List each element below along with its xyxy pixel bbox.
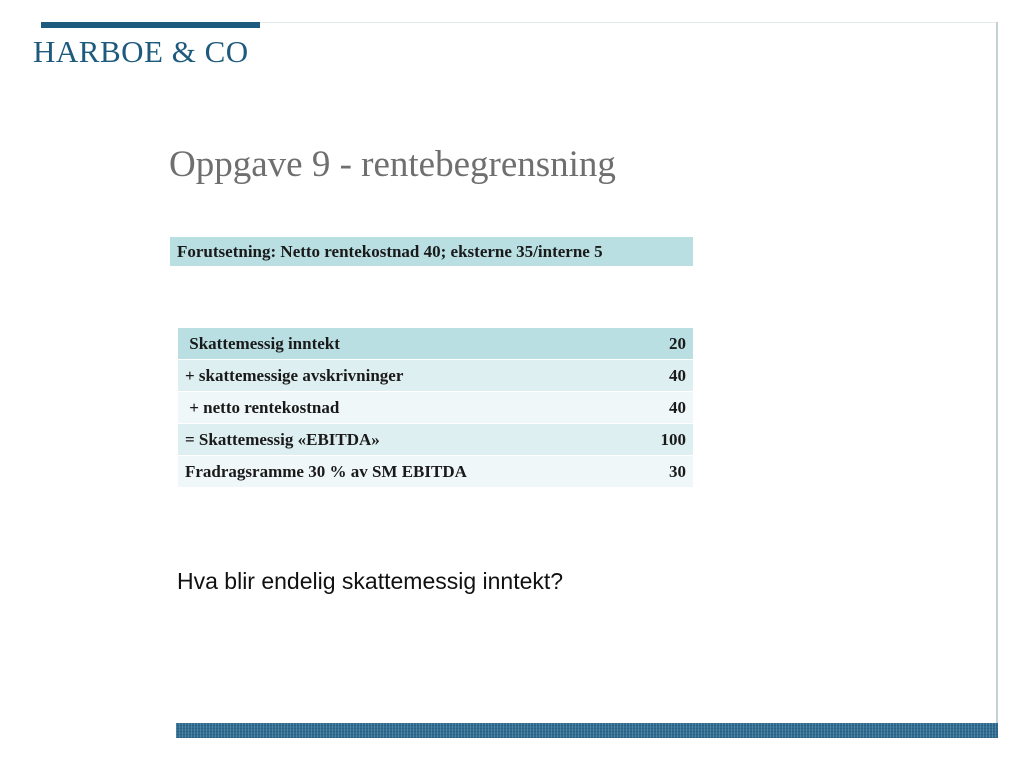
- table-row: [178, 456, 693, 488]
- table-row: [178, 392, 693, 424]
- row-value: 100: [619, 424, 693, 456]
- assumption-box: Forutsetning: Netto rentekostnad 40; eksterne 35/interne 5: [170, 237, 693, 266]
- row-label: = Skattemessig «EBITDA»: [178, 424, 619, 456]
- row-label: Skattemessig inntekt: [178, 328, 619, 360]
- row-value: 20: [619, 328, 693, 360]
- row-value: 40: [619, 392, 693, 424]
- row-label: + skattemessige avskrivninger: [178, 360, 619, 392]
- slide-title: Oppgave 9 - rentebegrensning: [169, 144, 616, 185]
- row-value: 40: [619, 360, 693, 392]
- footer-bar: [176, 723, 998, 738]
- row-label: Fradragsramme 30 % av SM EBITDA: [178, 456, 619, 488]
- calculation-table: [178, 328, 693, 487]
- row-label: + netto rentekostnad: [178, 392, 619, 424]
- table-row: [178, 328, 693, 360]
- top-divider: [260, 22, 998, 23]
- right-divider: [996, 22, 998, 738]
- row-value: 30: [619, 456, 693, 488]
- question-text: Hva blir endelig skattemessig inntekt?: [177, 568, 564, 594]
- company-logo: HARBOE & CO: [33, 34, 249, 69]
- logo-accent-bar: [41, 22, 260, 28]
- table-row: [178, 424, 693, 456]
- table-row: [178, 360, 693, 392]
